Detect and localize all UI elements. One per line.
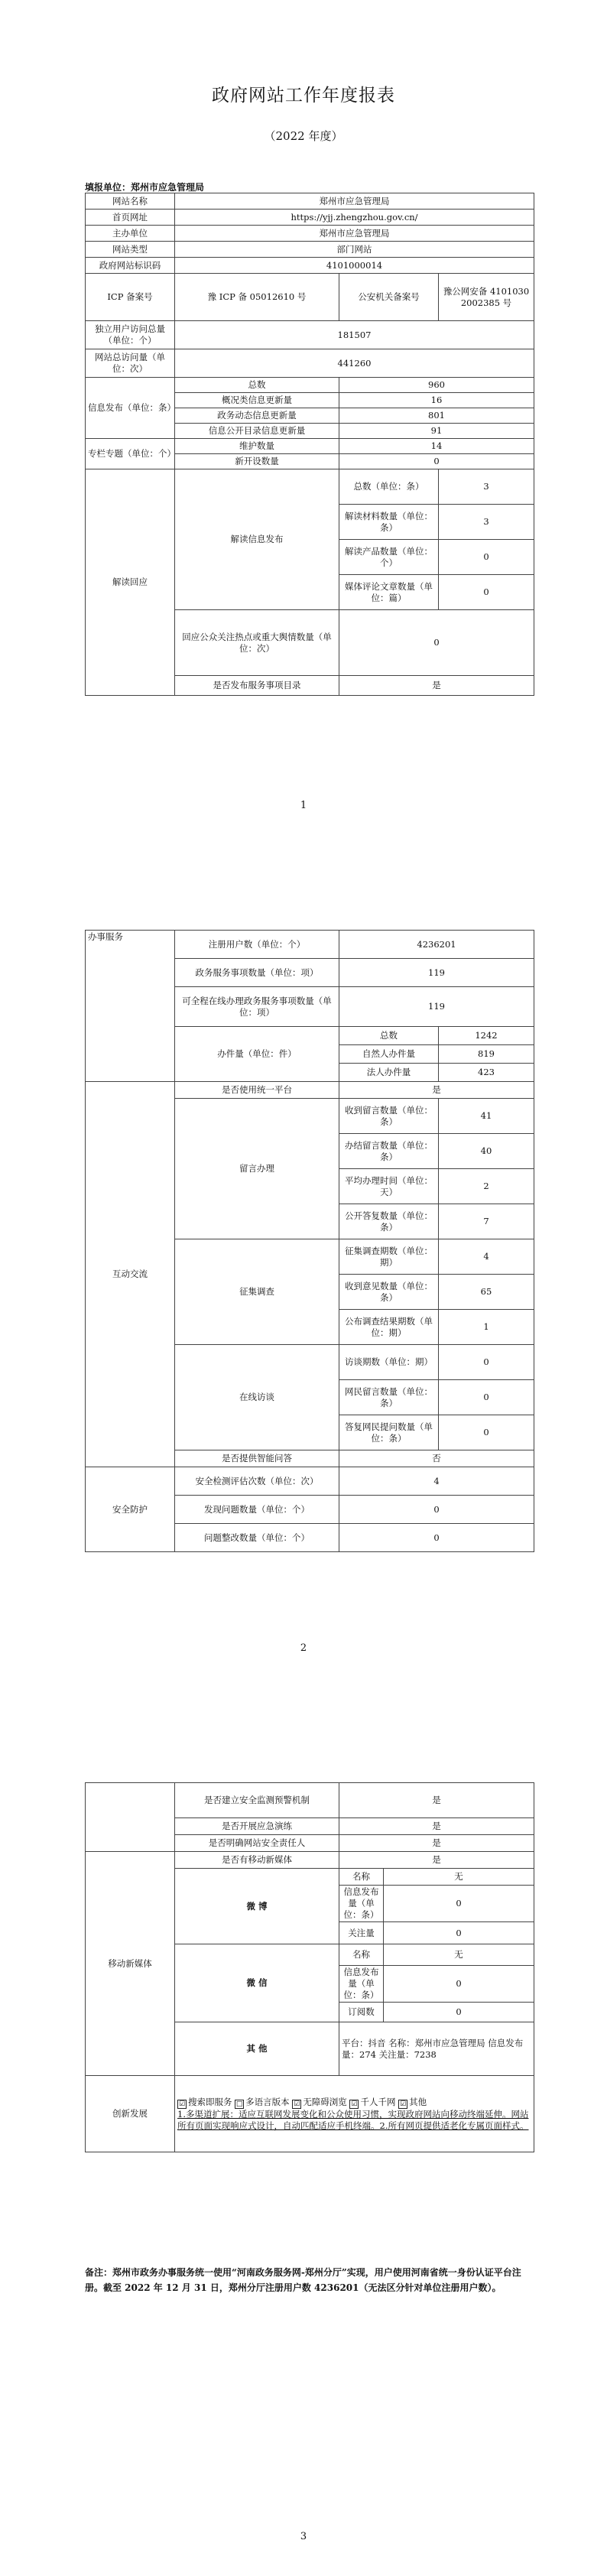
label-police: 公安机关备案号: [339, 274, 439, 321]
label-info: 信息发布（单位：条）: [86, 378, 175, 439]
label-msg-days: 平均办理时间（单位：天）: [339, 1169, 439, 1204]
table-page-2: [85, 930, 534, 1552]
label-pv: 网站总访问量（单位：次）: [86, 349, 175, 378]
label-special: 专栏专题（单位：个）: [86, 439, 175, 469]
label-wechat-sub: 订阅数: [339, 2003, 384, 2022]
value-interview-a: 0: [439, 1415, 534, 1450]
value-interpret-hotspot: 0: [339, 610, 534, 676]
label-monitor: 是否建立安全监测预警机制: [175, 1783, 339, 1818]
innovation-options: [177, 2097, 531, 2109]
label-security: 安全防护: [86, 1467, 175, 1552]
label-info-overview: 概况类信息更新量: [175, 393, 339, 408]
value-vol-legal: 423: [439, 1064, 534, 1082]
innovation-desc-1: [177, 2109, 531, 2132]
label-site-name: 网站名称: [86, 193, 175, 210]
label-survey-count: 征集调查期数（单位：期）: [339, 1239, 439, 1275]
value-monitor: 是: [339, 1783, 534, 1818]
value-wechat-name: 无: [384, 1944, 534, 1966]
value-smart: 否: [339, 1450, 534, 1467]
value-interview-count: 0: [439, 1345, 534, 1380]
option-search-service[interactable]: [177, 2097, 232, 2107]
label-host: 主办单位: [86, 226, 175, 242]
label-type: 网站类型: [86, 242, 175, 258]
label-id: 政府网站标识码: [86, 258, 175, 274]
label-wechat-name: 名称: [339, 1944, 384, 1966]
label-service: 办事服务: [86, 931, 175, 1082]
page-number-1: 1: [300, 800, 307, 811]
value-icp: 豫 ICP 备 05012610 号: [175, 274, 339, 321]
option-personalized[interactable]: [349, 2097, 395, 2107]
label-innovation: 创新发展: [86, 2076, 175, 2152]
value-info-catalog: 91: [339, 424, 534, 439]
label-uv: 独立用户访问总量（单位：个）: [86, 321, 175, 349]
value-info-dynamic: 801: [339, 408, 534, 424]
checkbox-icon: ☑: [178, 2100, 186, 2108]
label-service-items: 政务服务事项数量（单位：项）: [175, 959, 339, 987]
label-interview-q: 网民留言数量（单位：条）: [339, 1380, 439, 1415]
value-msg-public: 7: [439, 1204, 534, 1239]
option-multilang[interactable]: [235, 2097, 290, 2107]
footnote: 备注：郑州市政务办事服务统一使用“河南政务服务网-郑州分厅”实现，用户使用河南省统一身份认证平台注册。截至 2022 年 12 月 31 日，郑州分厅注册用户数 4236201（无法区分针对单位注册用户数）。: [85, 2267, 521, 2293]
page-number-2: 2: [300, 1642, 307, 1654]
checkbox-icon: ☑: [351, 2100, 358, 2108]
value-security-fixed: 0: [339, 1524, 534, 1552]
label-interview-a: 答复网民提问数量（单位：条）: [339, 1415, 439, 1450]
label-weibo-posts: 信息发布量（单位：条）: [339, 1886, 384, 1922]
label-special-new: 新开设数量: [175, 454, 339, 469]
value-police: 豫公网安备 41010302002385 号: [439, 274, 534, 321]
value-survey-result: 1: [439, 1310, 534, 1345]
value-survey-count: 4: [439, 1239, 534, 1275]
innovation-desc-1-text: 1.多渠道扩展：适应互联网发展变化和公众使用习惯，实现政府网站向移动终端延伸。网站所有页面实现响应式设计，自动匹配适应手机终端。: [177, 2108, 529, 2131]
label-survey-result: 公布调查结果期数（单位：期）: [339, 1310, 439, 1345]
label-security-check: 安全检测评估次数（单位：次）: [175, 1467, 339, 1496]
label-weibo-name: 名称: [339, 1869, 384, 1886]
label-info-dynamic: 政务动态信息更新量: [175, 408, 339, 424]
label-other: 其 他: [175, 2022, 339, 2076]
value-special-maintain: 14: [339, 439, 534, 454]
table-page-3: [85, 1782, 534, 2152]
option-label: 无障碍浏览: [303, 2096, 347, 2107]
value-info-overview: 16: [339, 393, 534, 408]
label-interpret-media: 媒体评论文章数量（单位：篇）: [339, 575, 439, 610]
label-vol-total: 总数: [339, 1027, 439, 1045]
report-year: （2022 年度）: [264, 129, 343, 143]
label-msg: 留言办理: [175, 1099, 339, 1239]
label-drill: 是否开展应急演练: [175, 1818, 339, 1835]
label-service-online: 可全程在线办理政务服务事项数量（单位：项）: [175, 987, 339, 1027]
value-site-name: 郑州市应急管理局: [175, 193, 534, 210]
label-media: 移动新媒体: [86, 1852, 175, 2076]
value-interview-q: 0: [439, 1380, 534, 1415]
value-weibo-follow: 0: [384, 1922, 534, 1944]
label-service-reg: 注册用户数（单位：个）: [175, 931, 339, 959]
label-vol-legal: 法人办件量: [339, 1064, 439, 1082]
label-survey: 征集调查: [175, 1239, 339, 1345]
value-security-check: 4: [339, 1467, 534, 1496]
value-survey-opinions: 65: [439, 1275, 534, 1310]
label-interview-count: 访谈期数（单位：期）: [339, 1345, 439, 1380]
value-other: 平台：抖音 名称：郑州市应急管理局 信息发布量：274 关注量：7238: [339, 2022, 534, 2076]
value-person: 是: [339, 1835, 534, 1852]
value-interpret-product: 0: [439, 540, 534, 575]
label-service-volume: 办件量（单位：件）: [175, 1027, 339, 1082]
option-label: 搜索即服务: [188, 2096, 232, 2107]
table-page-1: [85, 193, 534, 696]
label-info-catalog: 信息公开目录信息更新量: [175, 424, 339, 439]
label-media-has: 是否有移动新媒体: [175, 1852, 339, 1869]
value-service-online: 119: [339, 987, 534, 1027]
label-icp: ICP 备案号: [86, 274, 175, 321]
label-wechat-posts: 信息发布量（单位：条）: [339, 1966, 384, 2003]
value-msg-received: 41: [439, 1099, 534, 1134]
label-msg-received: 收到留言数量（单位：条）: [339, 1099, 439, 1134]
value-host: 郑州市应急管理局: [175, 226, 534, 242]
value-type: 部门网站: [175, 242, 534, 258]
option-label: 其他: [409, 2096, 427, 2107]
value-weibo-posts: 0: [384, 1886, 534, 1922]
value-wechat-sub: 0: [384, 2003, 534, 2022]
value-platform: 是: [339, 1082, 534, 1099]
label-survey-opinions: 收到意见数量（单位：条）: [339, 1275, 439, 1310]
value-interpret-material: 3: [439, 505, 534, 540]
value-info-total: 960: [339, 378, 534, 393]
checkbox-icon: ☑: [400, 2100, 407, 2108]
label-interpret-sub: 解读信息发布: [175, 469, 339, 610]
label-msg-done: 办结留言数量（单位：条）: [339, 1134, 439, 1169]
value-interpret-total: 3: [439, 469, 534, 505]
value-media-has: 是: [339, 1852, 534, 1869]
value-service-reg: 4236201: [339, 931, 534, 959]
label-interview: 在线访谈: [175, 1345, 339, 1450]
value-wechat-posts: 0: [384, 1966, 534, 2003]
label-special-maintain: 维护数量: [175, 439, 339, 454]
label-interaction: 互动交流: [86, 1082, 175, 1467]
value-uv: 181507: [175, 321, 534, 349]
label-interpret-material: 解读材料数量（单位：条）: [339, 505, 439, 540]
label-weibo: 微 博: [175, 1869, 339, 1944]
value-vol-person: 819: [439, 1045, 534, 1064]
value-pv: 441260: [175, 349, 534, 378]
label-interpret-product: 解读产品数量（单位：个）: [339, 540, 439, 575]
checkbox-icon: □: [235, 2100, 243, 2108]
label-home: 首页网址: [86, 210, 175, 226]
innovation-content: [175, 2076, 534, 2152]
value-id: 4101000014: [175, 258, 534, 274]
label-security-fixed: 问题整改数量（单位：个）: [175, 1524, 339, 1552]
option-label: 多语言版本: [245, 2096, 290, 2107]
label-interpret-catalog: 是否发布服务事项目录: [175, 676, 339, 696]
value-msg-days: 2: [439, 1169, 534, 1204]
value-security-found: 0: [339, 1496, 534, 1524]
checkbox-icon: ☑: [294, 2100, 300, 2108]
value-interpret-catalog: 是: [339, 676, 534, 696]
label-interpret-total: 总数（单位：条）: [339, 469, 439, 505]
value-special-new: 0: [339, 454, 534, 469]
label-interpret: 解读回应: [86, 469, 175, 696]
reporting-unit: 填报单位：郑州市应急管理局: [85, 182, 205, 193]
label-security-cont: [86, 1783, 175, 1852]
value-interpret-media: 0: [439, 575, 534, 610]
page-number-3: 3: [300, 2531, 307, 2542]
value-vol-total: 1242: [439, 1027, 534, 1045]
option-accessible[interactable]: [292, 2097, 347, 2107]
option-other[interactable]: [398, 2097, 427, 2107]
label-weibo-follow: 关注量: [339, 1922, 384, 1944]
report-title: 政府网站工作年度报表: [212, 86, 395, 106]
innovation-desc-2-text: 2.所有网页提供适老化专属页面样式。: [379, 2120, 529, 2131]
value-msg-done: 40: [439, 1134, 534, 1169]
label-msg-public: 公开答复数量（单位：条）: [339, 1204, 439, 1239]
label-interpret-hotspot: 回应公众关注热点或重大舆情数量（单位：次）: [175, 610, 339, 676]
label-wechat: 微 信: [175, 1944, 339, 2022]
label-platform: 是否使用统一平台: [175, 1082, 339, 1099]
label-smart: 是否提供智能问答: [175, 1450, 339, 1467]
option-label: 千人千网: [360, 2096, 396, 2107]
value-drill: 是: [339, 1818, 534, 1835]
label-vol-person: 自然人办件量: [339, 1045, 439, 1064]
value-home[interactable]: https://yjj.zhengzhou.gov.cn/: [175, 210, 534, 226]
value-weibo-name: 无: [384, 1869, 534, 1886]
value-service-items: 119: [339, 959, 534, 987]
label-person: 是否明确网站安全责任人: [175, 1835, 339, 1852]
label-security-found: 发现问题数量（单位：个）: [175, 1496, 339, 1524]
label-info-total: 总数: [175, 378, 339, 393]
